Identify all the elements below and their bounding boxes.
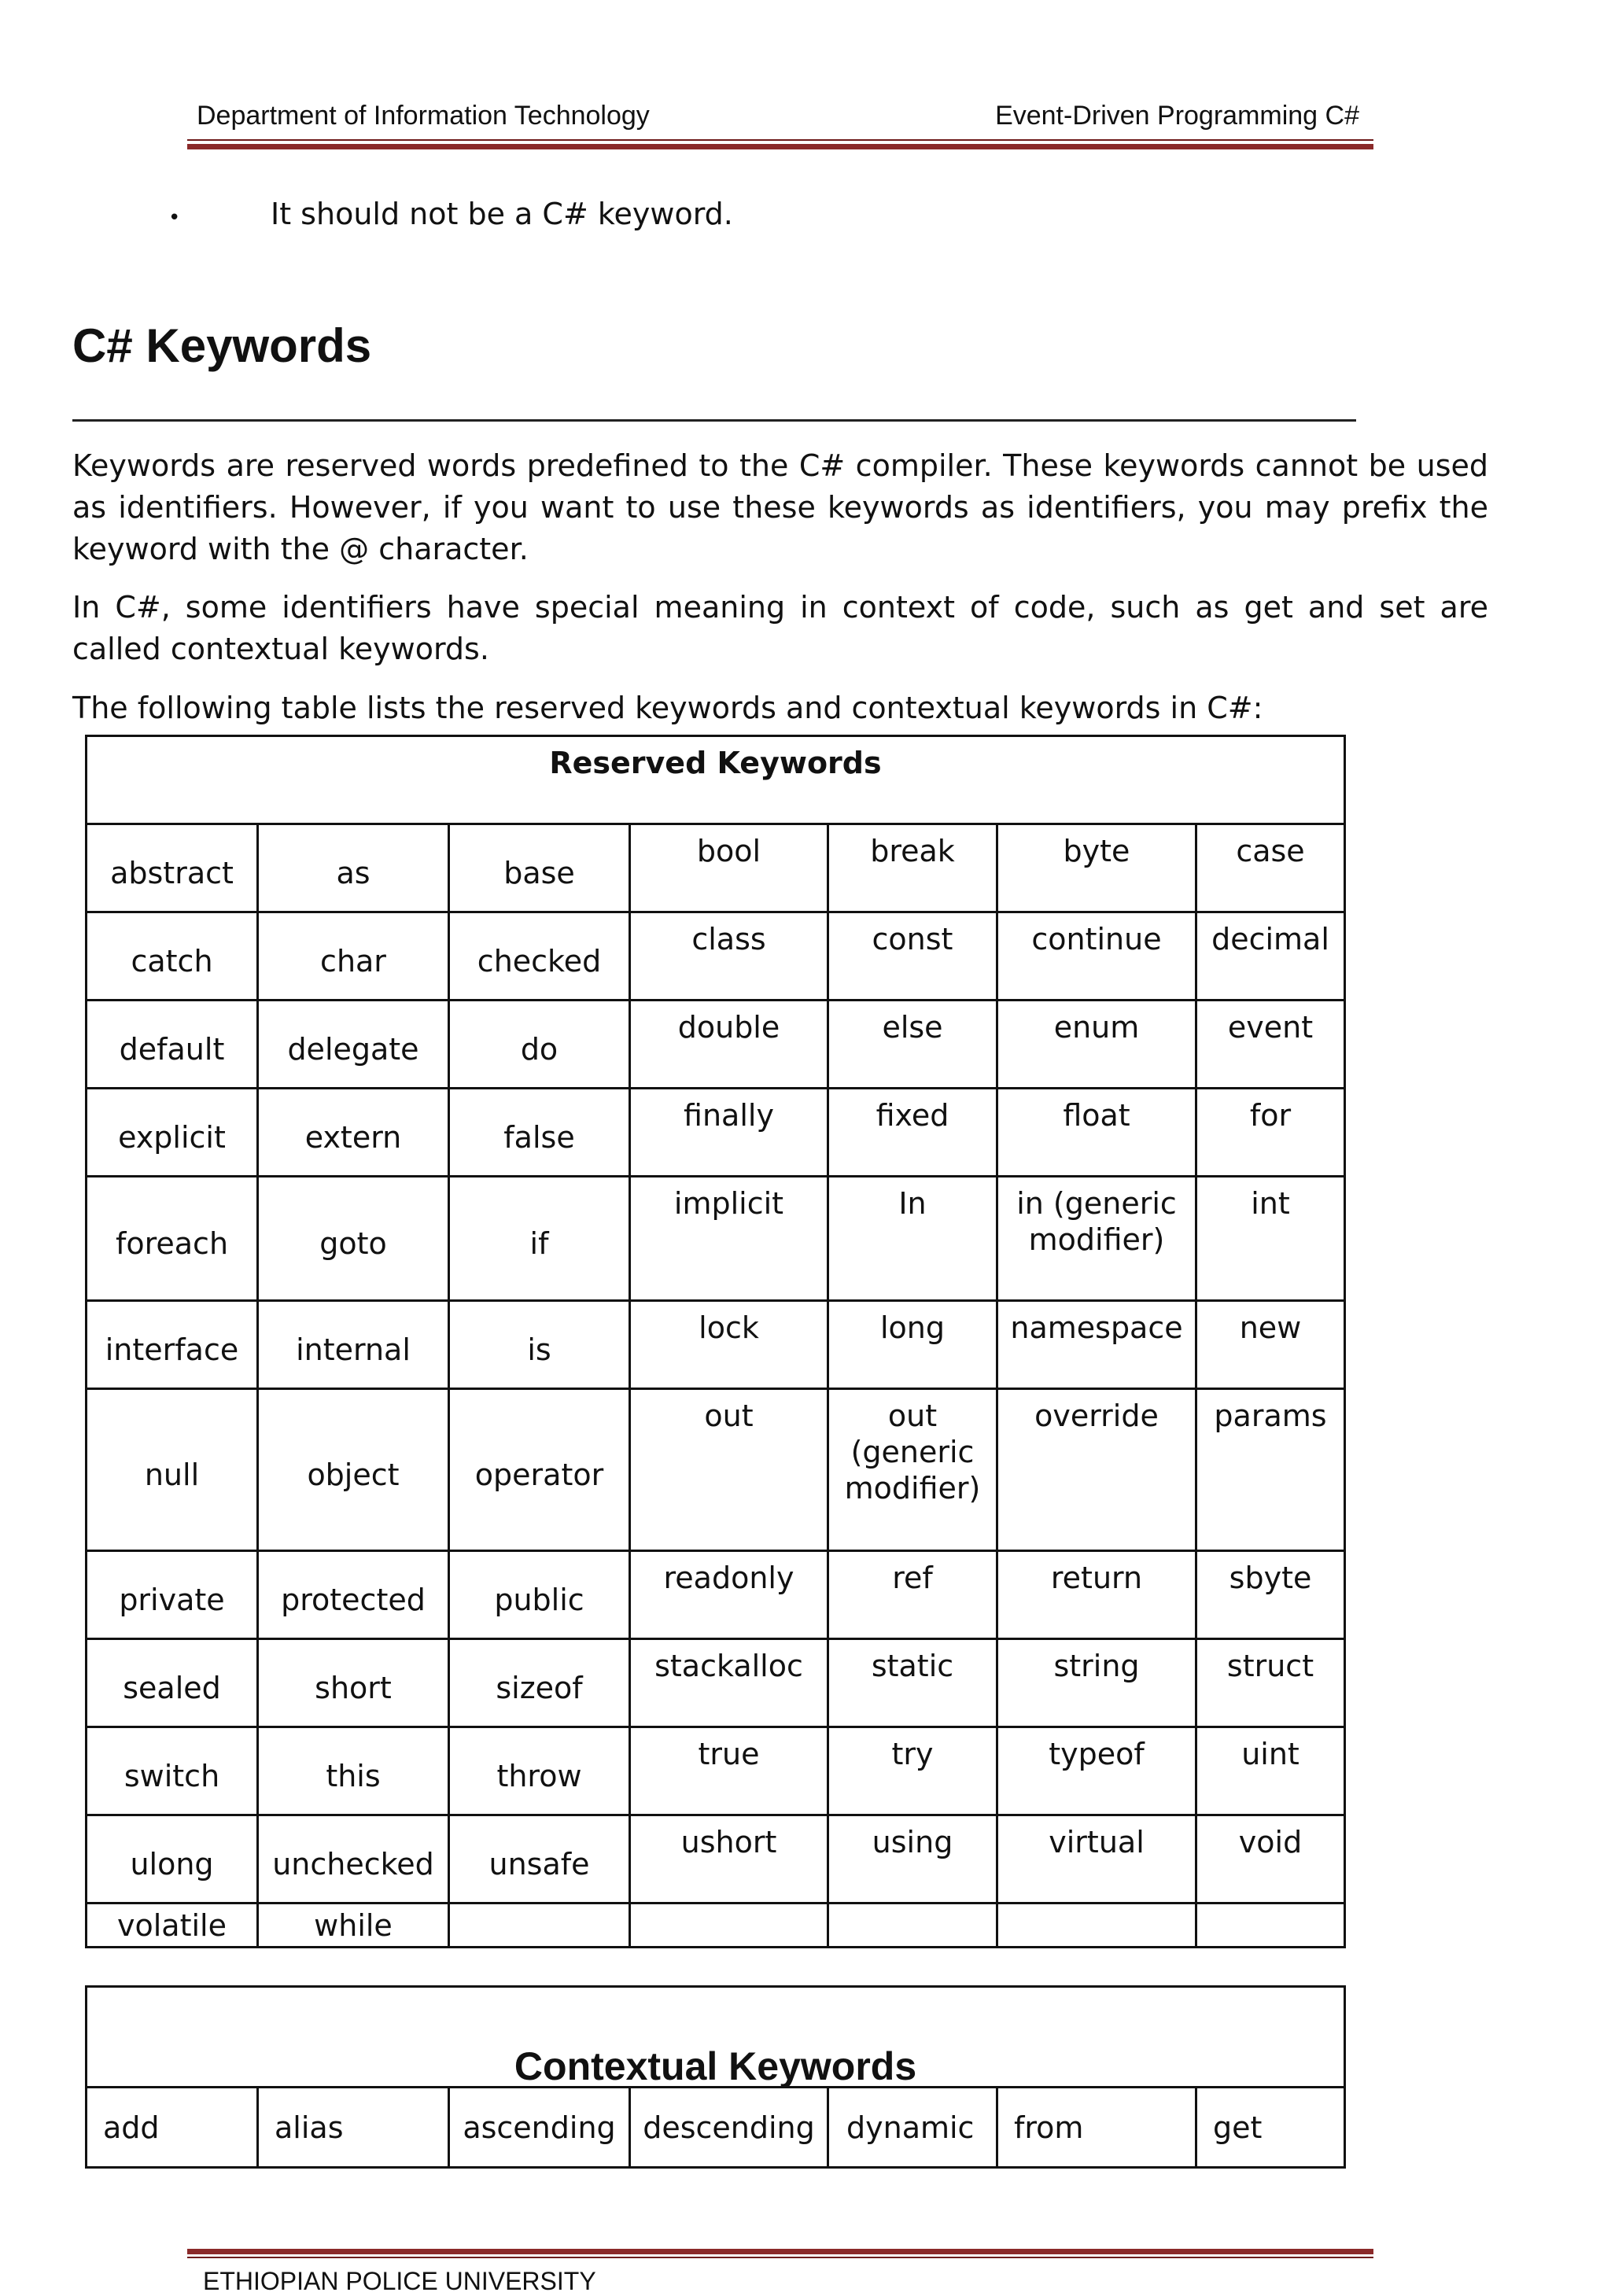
table-cell: default [87,1001,258,1089]
table-cell: static [828,1639,997,1727]
table-cell: fixed [828,1089,997,1177]
section-title: C# Keywords [72,319,372,372]
reserved-keywords-table [85,735,1346,1948]
table-cell: lock [630,1301,828,1389]
table-cell: out [630,1389,828,1551]
header-course: Event-Driven Programming C# [995,101,1359,131]
table-cell: checked [449,912,630,1001]
header-rule-thin [187,139,1373,141]
table-cell: unsafe [449,1815,630,1904]
contextual-table-title: Contextual Keywords [87,1987,1345,2088]
table-cell [630,1904,828,1948]
table-cell: params [1196,1389,1345,1551]
table-cell: in (generic modifier) [997,1177,1196,1301]
table-cell: double [630,1001,828,1089]
table-cell: struct [1196,1639,1345,1727]
table-cell: float [997,1089,1196,1177]
table-cell: try [828,1727,997,1815]
table-cell: readonly [630,1551,828,1639]
table-row [87,1639,1345,1727]
table-row [87,1001,1345,1089]
paragraph-table-intro: The following table lists the reserved keywords and contextual keywords in C#: [72,691,1263,725]
table-cell: while [258,1904,449,1948]
table-cell: decimal [1196,912,1345,1001]
table-cell: typeof [997,1727,1196,1815]
table-cell: char [258,912,449,1001]
paragraph-keywords-intro: Keywords are reserved words predefined to the C# compiler. These keywords cannot be used as identifiers. However, if you want to use these keywords as identifiers, you may prefix the keyword with the @ character. [72,448,1488,566]
table-cell: switch [87,1727,258,1815]
table-row [87,1089,1345,1177]
footer-rule-thin [187,2257,1373,2258]
table-cell: public [449,1551,630,1639]
table-cell: enum [997,1001,1196,1089]
table-cell: descending [630,2088,828,2168]
table-cell: dynamic [828,2088,997,2168]
table-cell: else [828,1001,997,1089]
table-cell: from [997,2088,1196,2168]
table-cell: const [828,912,997,1001]
table-cell: using [828,1815,997,1904]
table-cell: implicit [630,1177,828,1301]
table-cell: string [997,1639,1196,1727]
table-cell: is [449,1301,630,1389]
table-row [87,824,1345,912]
footer-rule-thick [187,2249,1373,2254]
table-cell: ulong [87,1815,258,1904]
table-row [87,1551,1345,1639]
table-cell: goto [258,1177,449,1301]
table-cell: sealed [87,1639,258,1727]
table-cell: short [258,1639,449,1727]
table-cell: extern [258,1089,449,1177]
table-cell: override [997,1389,1196,1551]
table-cell: null [87,1389,258,1551]
table-cell: ushort [630,1815,828,1904]
table-cell: ascending [449,2088,630,2168]
table-cell: uint [1196,1727,1345,1815]
table-cell: false [449,1089,630,1177]
table-cell: catch [87,912,258,1001]
table-cell: ref [828,1551,997,1639]
table-cell: private [87,1551,258,1639]
table-cell: base [449,824,630,912]
table-cell: new [1196,1301,1345,1389]
table-cell: if [449,1177,630,1301]
table-cell: unchecked [258,1815,449,1904]
table-row [87,2088,1345,2168]
table-cell: bool [630,824,828,912]
bullet-text: It should not be a C# keyword. [271,197,733,231]
table-row [87,1904,1345,1948]
table-cell: stackalloc [630,1639,828,1727]
table-cell: case [1196,824,1345,912]
table-cell: long [828,1301,997,1389]
table-cell: throw [449,1727,630,1815]
title-underline [72,419,1356,422]
table-cell: event [1196,1001,1345,1089]
table-cell: get [1196,2088,1345,2168]
table-cell: explicit [87,1089,258,1177]
header-department: Department of Information Technology [197,101,650,131]
table-cell: delegate [258,1001,449,1089]
table-row [87,1177,1345,1301]
table-cell: sizeof [449,1639,630,1727]
table-cell: byte [997,824,1196,912]
table-cell: break [828,824,997,912]
bullet-dot-icon: • [168,206,181,230]
table-cell [828,1904,997,1948]
table-cell: as [258,824,449,912]
table-row [87,1727,1345,1815]
table-cell: void [1196,1815,1345,1904]
table-cell [997,1904,1196,1948]
table-cell: this [258,1727,449,1815]
table-cell: internal [258,1301,449,1389]
contextual-keywords-table [85,1985,1346,2169]
table-cell: do [449,1001,630,1089]
table-cell: interface [87,1301,258,1389]
table-cell: out (generic modifier) [828,1389,997,1551]
paragraph-contextual-intro: In C#, some identifiers have special meaning in context of code, such as get and set are called contextual keywords. [72,590,1488,666]
table-cell: foreach [87,1177,258,1301]
table-cell: class [630,912,828,1001]
table-cell: for [1196,1089,1345,1177]
table-cell: true [630,1727,828,1815]
footer-university: ETHIOPIAN POLICE UNIVERSITY [203,2267,596,2295]
table-cell: continue [997,912,1196,1001]
table-cell: object [258,1389,449,1551]
table-cell: alias [258,2088,449,2168]
table-cell: int [1196,1177,1345,1301]
table-cell [1196,1904,1345,1948]
table-cell: volatile [87,1904,258,1948]
table-row [87,1815,1345,1904]
table-cell: protected [258,1551,449,1639]
header-rule-thick [187,144,1373,149]
table-row [87,912,1345,1001]
table-cell: operator [449,1389,630,1551]
table-cell: virtual [997,1815,1196,1904]
table-cell: In [828,1177,997,1301]
table-cell: finally [630,1089,828,1177]
reserved-table-title: Reserved Keywords [87,736,1345,824]
table-cell: abstract [87,824,258,912]
table-cell: return [997,1551,1196,1639]
table-row [87,1301,1345,1389]
table-cell: add [87,2088,258,2168]
table-row [87,1389,1345,1551]
table-cell: sbyte [1196,1551,1345,1639]
table-cell: namespace [997,1301,1196,1389]
table-cell [449,1904,630,1948]
